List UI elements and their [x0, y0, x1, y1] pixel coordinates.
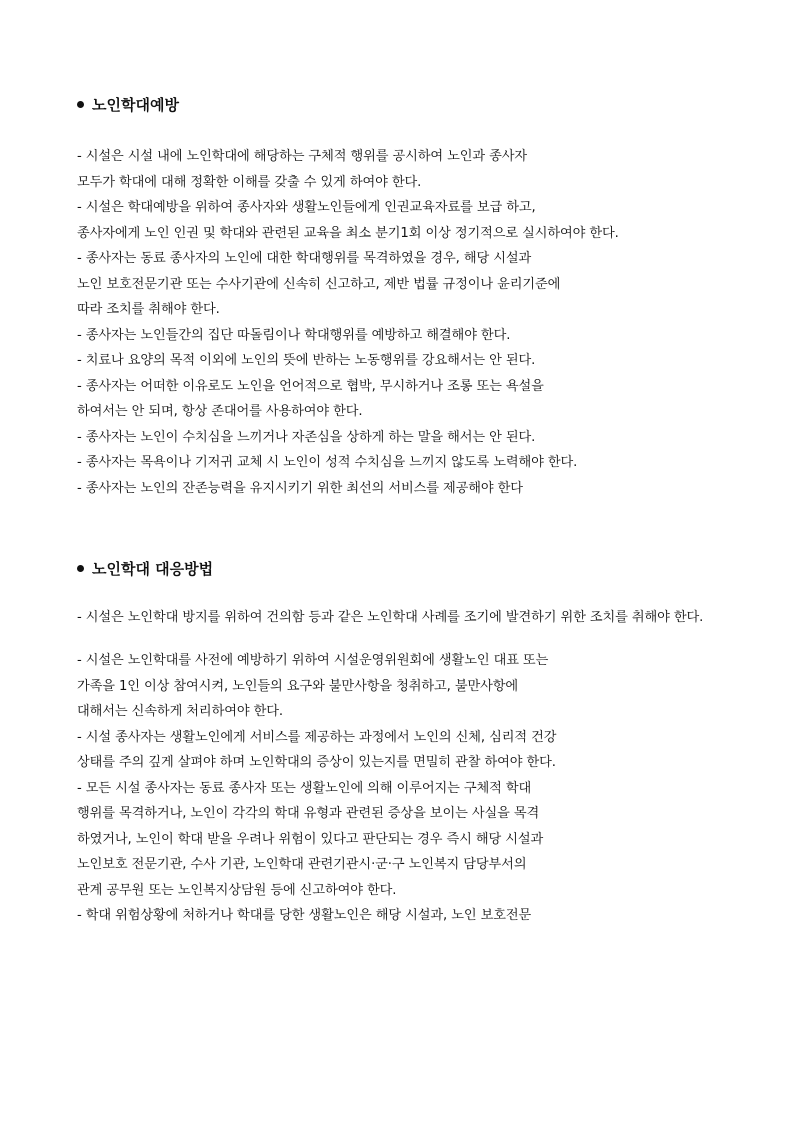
text-line: - 시설 종사자는 생활노인에게 서비스를 제공하는 과정에서 노인의 신체, 심리적 건강 [77, 729, 557, 745]
text-line: - 학대 위험상황에 처하거나 학대를 당한 생활노인은 해당 시설과, 노인 보호전문 [77, 908, 532, 923]
text-line: - 종사자는 동료 종사자의 노인에 대한 학대행위를 목격하였을 경우, 해당 시설과 [77, 251, 532, 266]
text-line: - 종사자는 노인이 수치심을 느끼거나 자존심을 상하게 하는 말을 해서는 안 된다. [77, 429, 536, 445]
text-line: 따라 조치를 취해야 한다. [77, 302, 220, 317]
text-line: - 시설은 시설 내에 노인학대에 해당하는 구체적 행위를 공시하여 노인과 종사자 [77, 149, 528, 164]
text-line: - 모든 시설 종사자는 동료 종사자 또는 생활노인에 의해 이루어지는 구체적 학대 [77, 780, 532, 796]
text-line: - 종사자는 노인의 잔존능력을 유지시키기 위한 최선의 서비스를 제공해야 한다 [77, 480, 523, 496]
text-line: 상태를 주의 깊게 살펴야 하며 노인학대의 증상이 있는지를 면밀히 관찰 하여야 한다. [77, 755, 556, 770]
text-line: - 치료나 요양의 목적 이외에 노인의 뜻에 반하는 노동행위를 강요해서는 안 된다. [77, 353, 536, 368]
text-line: 하여서는 안 되며, 항상 존대어를 사용하여야 한다. [77, 404, 363, 419]
text-paragraph: - 시설은 노인학대 방지를 위하여 건의함 등과 같은 노인학대 사례를 조기에 발견하기 위한 조치를 취해야 한다. [77, 610, 704, 625]
bullet-icon [77, 101, 84, 108]
text-line: 모두가 학대에 대해 정확한 이해를 갖출 수 있게 하여야 한다. [77, 174, 422, 190]
text-line: - 시설은 학대예방을 위하여 종사자와 생활노인들에게 인권교육자료를 보급 하고, [77, 200, 536, 215]
section-heading-abuse-prevention [77, 94, 179, 115]
text-line: 대해서는 신속하게 처리하여야 한다. [77, 704, 283, 719]
text-line: 노인보호 전문기관, 수사 기관, 노인학대 관련기관시·군·구 노인복지 담당부서의 [77, 857, 527, 872]
text-line: 관계 공무원 또는 노인복지상담원 등에 신고하여야 한다. [77, 882, 397, 898]
text-line: 종사자에게 노인 인권 및 학대와 관련된 교육을 최소 분기1회 이상 정기적으로 실시하여야 한다. [77, 225, 619, 241]
text-line: 가족을 1인 이상 참여시켜, 노인들의 요구와 불만사항을 청취하고, 불만사항에 [77, 678, 519, 694]
text-line: - 시설은 노인학대를 사전에 예방하기 위하여 시설운영위원회에 생활노인 대표 또는 [77, 653, 549, 668]
text-line: - 종사자는 목욕이나 기저귀 교체 시 노인이 성적 수치심을 느끼지 않도록 노력해야 한다. [77, 455, 578, 470]
text-line: 행위를 목격하거나, 노인이 각각의 학대 유형과 관련된 증상을 보이는 사실을 목격 [77, 806, 540, 821]
section-title: 노인학대 대응방법 [92, 560, 214, 578]
section-heading-abuse-response [77, 558, 213, 579]
bullet-icon [77, 565, 84, 572]
text-line: - 종사자는 어떠한 이유로도 노인을 언어적으로 협박, 무시하거나 조롱 또는 욕설을 [77, 378, 544, 394]
text-line: 노인 보호전문기관 또는 수사기관에 신속히 신고하고, 제반 법률 규정이나 윤리기준에 [77, 276, 561, 292]
text-line: - 종사자는 노인들간의 집단 따돌림이나 학대행위를 예방하고 해결해야 한다. [77, 327, 511, 343]
section-title: 노인학대예방 [92, 96, 179, 114]
text-line: 하였거나, 노인이 학대 받을 우려나 위험이 있다고 판단되는 경우 즉시 해당 시설과 [77, 831, 544, 847]
